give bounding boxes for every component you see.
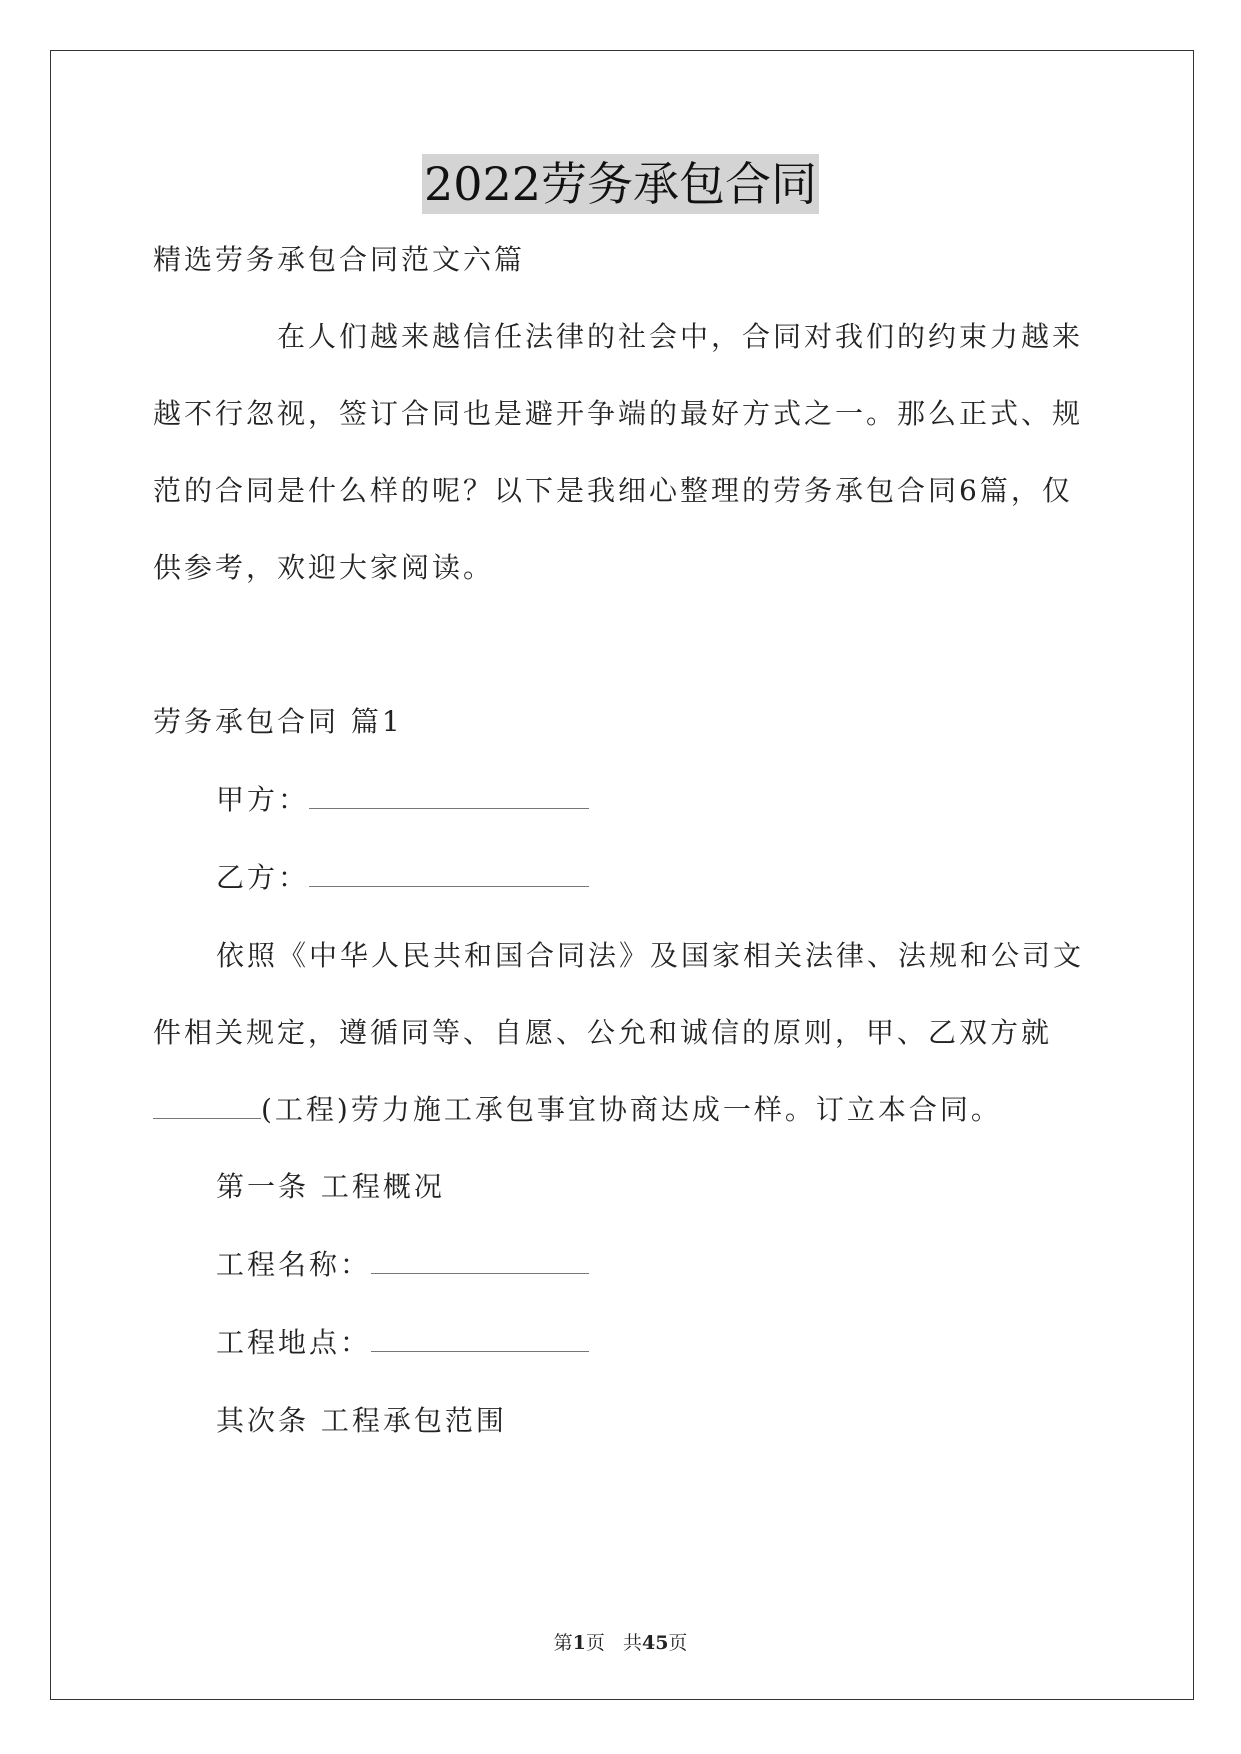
party-a-blank (309, 786, 589, 809)
document-subtitle: 精选劳务承包合同范文六篇 (153, 243, 526, 276)
intro-line-4: 供参考，欢迎大家阅读。 (153, 551, 495, 584)
page-footer (0, 1628, 1241, 1655)
basis-line-1: 依照《中华人民共和国合同法》及国家相关法律、法规和公司文 (216, 939, 1085, 972)
project-location-row (216, 1321, 589, 1361)
intro-line-1: 在人们越来越信任法律的社会中，合同对我们的约束力越来 (277, 320, 1084, 353)
project-name-row (216, 1243, 589, 1283)
footer-total-pages: 45 (641, 1632, 669, 1654)
project-name-blank (371, 1251, 589, 1274)
basis-line-3 (153, 1088, 1002, 1128)
project-blank (153, 1096, 261, 1119)
party-b-label: 乙方： (216, 861, 310, 894)
party-b-blank (309, 864, 589, 887)
party-a-row (216, 778, 589, 818)
section-heading: 劳务承包合同 篇1 (153, 705, 403, 738)
footer-prefix: 第 (553, 1632, 573, 1654)
footer-total-prefix: 共 (622, 1632, 642, 1654)
footer-page-number: 1 (572, 1632, 586, 1654)
footer-total-unit: 页 (668, 1632, 688, 1654)
basis-line-3-text: (工程)劳力施工承包事宜协商达成一样。订立本合同。 (261, 1093, 1002, 1126)
document-title: 2022劳务承包合同 (422, 154, 819, 214)
intro-line-2: 越不行忽视，签订合同也是避开争端的最好方式之一。那么正式、规 (153, 397, 1084, 430)
article-2-heading: 其次条 工程承包范围 (216, 1404, 507, 1437)
party-a-label: 甲方： (216, 783, 310, 816)
project-location-label: 工程地点： (216, 1326, 372, 1359)
article-1-heading: 第一条 工程概况 (216, 1170, 445, 1203)
title-wrap (0, 154, 1241, 214)
party-b-row (216, 856, 589, 896)
intro-line-3: 范的合同是什么样的呢？以下是我细心整理的劳务承包合同6篇，仅 (153, 474, 1073, 507)
project-name-label: 工程名称： (216, 1248, 372, 1281)
project-location-blank (371, 1329, 589, 1352)
footer-page-unit: 页 (585, 1632, 605, 1654)
basis-line-2: 件相关规定，遵循同等、自愿、公允和诚信的原则，甲、乙双方就 (153, 1016, 1053, 1049)
